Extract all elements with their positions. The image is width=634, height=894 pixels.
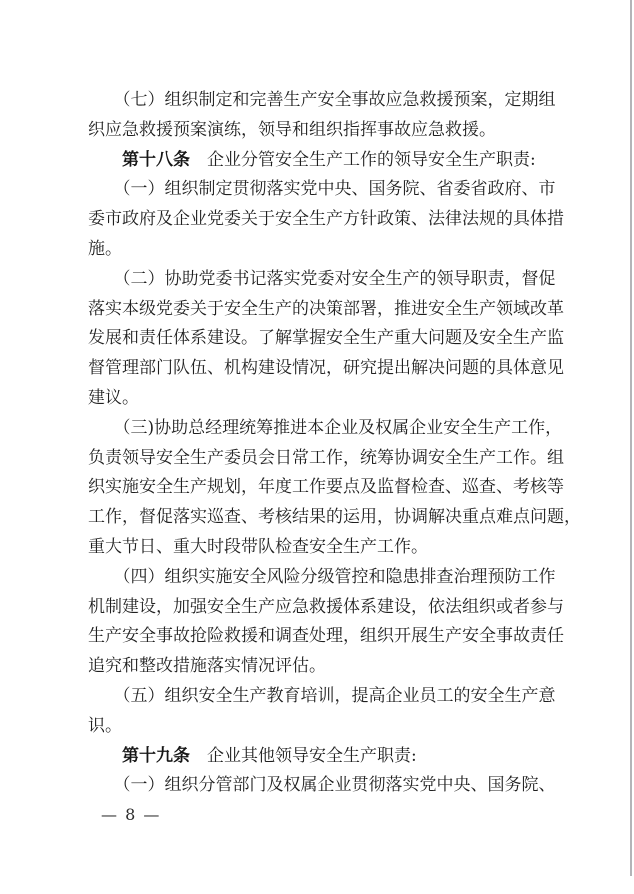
line-text: （一）组织分管部门及权属企业贯彻落实党中央、国务院、 [88,775,556,796]
line-text: 追究和整改措施落实情况评估。 [88,656,326,677]
page-right-edge-line [630,0,632,876]
line-text: 发展和责任体系建设。了解掌握安全生产重大问题及安全生产监 [88,328,564,349]
line-text: （七）组织制定和完善生产安全事故应急救援预案，定期组 [88,90,556,110]
text-line [88,652,564,682]
text-line [88,205,564,235]
text-line [88,533,564,563]
text-line-heading [88,146,564,176]
text-line [88,622,564,652]
line-text: （三)协助总经理统筹推进本企业及权属企业安全生产工作， [88,417,563,438]
text-line [88,175,564,205]
text-line [88,265,564,295]
line-text: 施。 [88,238,122,259]
text-line [88,384,564,414]
page-number-label: — 8 — [101,805,161,824]
text-line [88,86,564,116]
line-bold-prefix: 第十八条 [88,149,190,170]
line-text: 负责领导安全生产委员会日常工作，统筹协调安全生产工作。组 [88,447,564,468]
line-text: 识。 [88,715,122,736]
text-line [88,712,564,742]
line-text: 机制建设，加强安全生产应急救援体系建设，依法组织或者参与 [88,596,564,617]
text-line [88,682,564,712]
line-text: 重大节日、重大时段带队检查安全生产工作。 [88,536,428,557]
line-text: 督管理部门队伍、机构建设情况，研究提出解决问题的具体意见 [88,358,564,379]
line-text: （五）组织安全生产教育培训，提高企业员工的安全生产意 [88,685,556,706]
text-line [88,414,564,444]
line-text: 企业分管安全生产工作的领导安全生产职责: [190,149,536,170]
text-line [88,563,564,593]
document-body [88,86,581,801]
line-text: 落实本级党委关于安全生产的决策部署，推进安全生产领域改革 [88,298,564,319]
text-line [88,235,564,265]
text-line [88,503,581,533]
line-text: 织应急救援预案演练，领导和组织指挥事故应急救援。 [88,119,496,140]
text-line [88,354,564,384]
line-text: 委市政府及企业党委关于安全生产方针政策、法律法规的具体措 [88,209,564,230]
text-line [88,444,564,474]
text-line [88,295,564,325]
line-bold-prefix: 第十九条 [88,745,190,766]
text-line [88,593,564,623]
line-text: 织实施安全生产规划，年度工作要点及监督检查、巡查、考核等 [88,477,564,498]
line-text: 建议。 [88,387,139,408]
line-text: （四）组织实施安全风险分级管控和隐患排查治理预防工作 [88,566,556,587]
line-text: 工作，督促落实巡查、考核结果的运用，协调解决重点难点问题， [88,507,581,528]
text-line [88,473,564,503]
line-text: （二）协助党委书记落实党委对安全生产的领导职责，督促 [88,268,556,289]
text-line-heading [88,742,564,772]
line-text: （一）组织制定贯彻落实党中央、国务院、省委省政府、市 [88,179,556,200]
text-line [88,771,564,801]
line-text: 企业其他领导安全生产职责: [190,745,417,766]
line-text: 生产安全事故抢险救援和调查处理，组织开展生产安全事故责任 [88,626,564,647]
text-line [88,116,564,146]
text-line [88,324,564,354]
